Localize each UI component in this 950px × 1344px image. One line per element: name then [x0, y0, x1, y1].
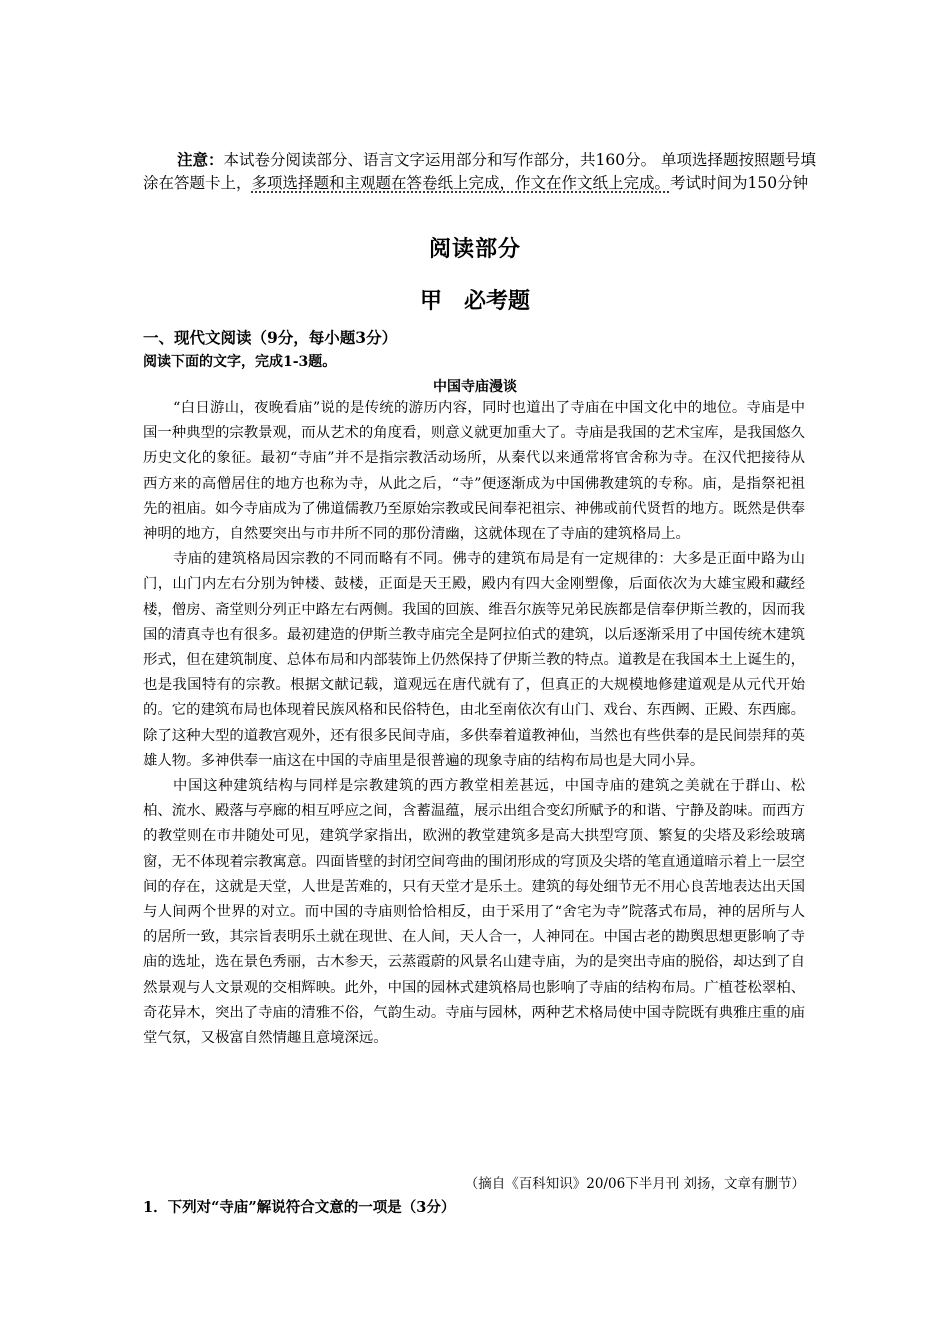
article-paragraph-3: 中国这种建筑结构与同样是宗教建筑的西方教堂相差甚远，中国寺庙的建筑之美就在于群山、松柏、流水、殿落与亭廊的相互呼应之间，含蓄温蕴，展示出组合变幻所赋予的和谐、宁静及韵味。而西方的教堂则在市井随处可见，建筑学家指出，欧洲的教堂建筑多是高大拱型穹顶、繁复的尖塔及彩绘玻璃窗，无不体现着宗教寓意。四面皆壁的封闭空间弯曲的围闭形成的穹顶及尖塔的笔直通道暗示着上一层空间的存在，这就是天堂，人世是苦难的，只有天堂才是乐土。建筑的每处细节无不用心良苦地表达出天国与人间两个世界的对立。而中国的寺庙则恰恰相反，由于采用了“舍宅为寺”院落式布局，神的居所与人的居所一致，其宗旨表明乐土就在现世、在人间，天人合一，人神同在。中国古老的勘舆思想更影响了寺庙的选址，选在景色秀丽，古木参天，云蒸霞蔚的风景名山建寺庙，为的是突出寺庙的脱俗，却达到了自然景观与人文景观的交相辉映。此外，中国的园林式建筑格局也影响了寺庙的结构布局。广植苍松翠柏、奇花异木，突出了寺庙的清雅不俗，气韵生动。寺庙与园林，两种艺术格局使中国寺院既有典雅庄重的庙堂气氛，又极富自然情趣且意境深远。: [143, 778, 805, 1047]
question-group-heading: 一、现代文阅读（9分，每小题3分）: [143, 328, 398, 347]
notice-text-part1: 本试卷分阅读部分、语言文字运用部分和写作部分，共160分。 单项选择题按照题号填涂在答题卡上，: [143, 151, 817, 192]
notice-text-emphasis: 多项选择题和主观题在答卷纸上完成，作文在作文纸上完成。: [251, 174, 671, 192]
article-source: （摘自《百科知识》20/06下半月刊 刘扬，文章有删节）: [464, 1176, 805, 1192]
section-title-reading: 阅读部分: [428, 236, 521, 262]
notice-lead: 注意：: [177, 150, 224, 169]
article-paragraph-2: 寺庙的建筑格局因宗教的不同而略有不同。佛寺的建筑布局是有一定规律的：大多是正面中路为山门，山门内左右分别为钟楼、鼓楼，正面是天王殿，殿内有四大金刚塑像，后面依次为大雄宝殿和藏经楼，僧房、斋堂则分列正中路左右两侧。我国的回族、维吾尔族等兄弟民族都是信奉伊斯兰教的，因而我国的清真寺也有很多。最初建造的伊斯兰教寺庙完全是阿拉伯式的建筑，以后逐渐采用了中国传统木建筑形式，但在建筑制度、总体布局和内部装饰上仍然保持了伊斯兰教的特点。道教是在我国本土上诞生的，也是我国特有的宗教。根据文献记载，道观远在唐代就有了，但真正的大规模地修建道观是从元代开始的。它的建筑布局也体现着民族风格和民俗特色，由北至南依次有山门、戏台、东西阙、正殿、东西廊。除了这种大型的道教宫观外，还有很多民间寺庙，多供奉着道教神仙，当然也有些供奉的是民间崇拜的英雄人物。多神供奉一庙这在中国的寺庙里是很普遍的现象寺庙的结构布局也是大同小异。: [143, 551, 805, 769]
reading-instruction: 阅读下面的文字，完成1-3题。: [143, 354, 337, 370]
section-subtitle-required: 甲 必考题: [419, 288, 530, 314]
article-body: [143, 396, 805, 1051]
article-paragraph-1: “白日游山，夜晚看庙”说的是传统的游历内容，同时也道出了寺庙在中国文化中的地位。寺庙是中国一种典型的宗教景观，而从艺术的角度看，则意义就更加重大了。寺庙是我国的艺术宝库，是我国悠久历史文化的象征。最初“寺庙”并不是指宗教活动场所，从秦代以来通常将官舍称为寺。在汉代把接待从西方来的高僧居住的地方也称为寺，从此之后，“寺”便逐渐成为中国佛教建筑的专称。庙，是指祭祀祖先的祖庙。如今寺庙成为了佛道儒教乃至原始宗教或民间奉祀祖宗、神佛或前代贤哲的地方。既然是供奉神明的地方，自然要突出与市井所不同的那份清幽，这就体现在了寺庙的建筑格局上。: [143, 400, 805, 543]
question-1: 1．下列对“寺庙”解说符合文意的一项是（3分）: [143, 1199, 456, 1216]
exam-notice: [143, 148, 823, 195]
article-title: 中国寺庙漫谈: [433, 379, 517, 395]
notice-text-part3: 考试时间为150分钟: [670, 174, 809, 192]
